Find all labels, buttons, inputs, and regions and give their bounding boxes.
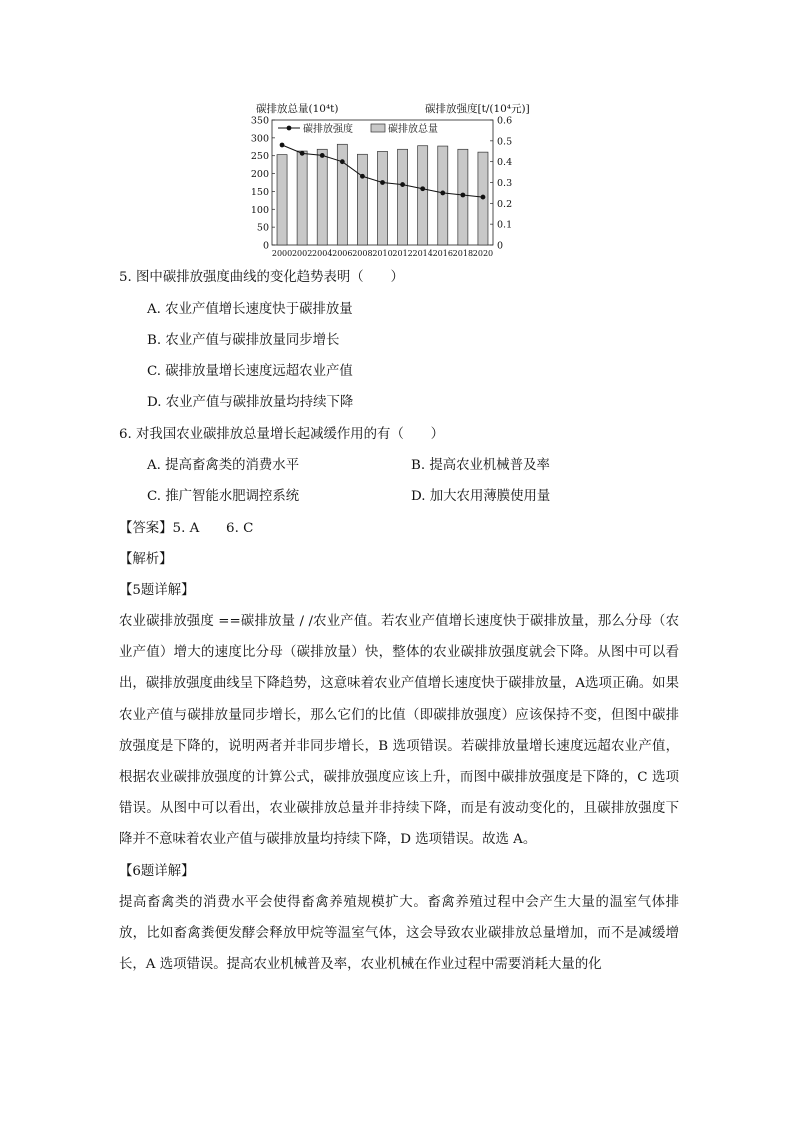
- legend-total-label: 碳排放总量: [388, 124, 438, 135]
- left-tick-label: 350: [250, 115, 269, 127]
- left-axis-label: 碳排放总量(10⁴t): [256, 103, 339, 115]
- x-tick-label: 2012: [392, 249, 413, 258]
- emission-total-bar: [317, 149, 327, 245]
- x-tick-label: 2020: [472, 249, 494, 258]
- question-6: 6. 对我国农业碳排放总量增长起减缓作用的有（ ）: [119, 427, 445, 442]
- legend-intensity-label: 碳排放强度: [303, 124, 353, 135]
- emission-intensity-point: [380, 180, 385, 185]
- q6-option-d: D. 加大农用薄膜使用量: [411, 489, 551, 504]
- x-tick-label: 2016: [432, 249, 453, 258]
- x-tick-label: 2010: [372, 249, 393, 258]
- emission-total-bar: [297, 151, 307, 245]
- legend-line-marker: [287, 126, 292, 131]
- emission-total-bar: [377, 151, 387, 245]
- q5-detail-text: 农业碳排放强度 ==碳排放量 / /农业产值。若农业产值增长速度快于碳排放量，那么分母（农业产值）增大的速度比分母（碳排放量）快，整体的农业碳排放强度就会下降。从图中可以看出，碳排放强度曲线呈下降趋势，这意味着农业产值增长速度快于碳排放量，A选项正确。如果农业产值与碳排放量同步增长，那么它们的比值（即碳排放强度）应该保持不变，但图中碳排放强度是下降的，说明两者并非同步增长，B 选项错误。若碳排放量增长速度远超农业产值，根据农业碳排放强度的计算公式，碳排放强度应该上升，而图中碳排放强度是下降的，C 选项错误。从图中可以看出，农业碳排放总量并非持续下降，而是有波动变化的，且碳排放强度下降并不意味着农业产值与碳排放量均持续下降，D 选项错误。故选 A。: [119, 614, 679, 848]
- q5-detail-heading: 【5题详解】: [119, 583, 195, 598]
- emission-intensity-point: [400, 182, 405, 187]
- emission-intensity-point: [300, 151, 305, 156]
- x-tick-label: 2002: [291, 249, 313, 258]
- right-axis-label: 碳排放强度[t/(10⁴元)]: [425, 103, 530, 115]
- x-tick-label: 2000: [271, 249, 293, 258]
- q6-option-a: A. 提高畜禽类的消费水平: [147, 458, 300, 473]
- emission-intensity-point: [440, 191, 445, 196]
- q5-option-b: B. 农业产值与碳排放量同步增长: [147, 333, 340, 348]
- q5-option-a: A. 农业产值增长速度快于碳排放量: [147, 302, 353, 317]
- x-tick-label: 2018: [452, 249, 474, 258]
- emission-total-bar: [398, 149, 408, 245]
- q5-option-c: C. 碳排放量增长速度远超农业产值: [147, 364, 353, 379]
- emission-total-bar: [357, 154, 367, 245]
- right-tick-label: 0: [497, 240, 504, 252]
- emission-intensity-point: [340, 159, 345, 164]
- chart-svg: [248, 98, 548, 260]
- answer-line: 【答案】5. A 6. C: [119, 521, 254, 536]
- emission-intensity-point: [320, 153, 325, 158]
- right-tick-label: 0.6: [497, 115, 513, 127]
- x-tick-label: 2006: [332, 249, 353, 258]
- right-tick-label: 0.1: [497, 219, 513, 231]
- q6-option-c: C. 推广智能水肥调控系统: [147, 489, 300, 504]
- carbon-emission-chart: [248, 98, 548, 260]
- analysis-heading: 【解析】: [119, 552, 173, 567]
- q5-option-d: D. 农业产值与碳排放量均持续下降: [147, 395, 354, 410]
- q6-option-b: B. 提高农业机械普及率: [411, 458, 550, 473]
- emission-intensity-point: [420, 186, 425, 191]
- left-tick-label: 150: [250, 186, 269, 198]
- x-tick-label: 2008: [352, 249, 373, 258]
- emission-intensity-point: [481, 195, 486, 200]
- question-5: 5. 图中碳排放强度曲线的变化趋势表明（ ）: [119, 270, 404, 285]
- q6-detail-heading: 【6题详解】: [119, 864, 195, 879]
- right-tick-label: 0.3: [497, 178, 513, 189]
- emission-intensity-point: [280, 143, 285, 148]
- emission-total-bar: [418, 146, 428, 245]
- emission-total-bar: [438, 146, 448, 245]
- right-tick-label: 0.4: [497, 157, 513, 169]
- x-tick-label: 2014: [412, 249, 433, 258]
- left-tick-label: 300: [250, 133, 269, 145]
- q6-detail-text: 提高畜禽类的消费水平会使得畜禽养殖规模扩大。畜禽养殖过程中会产生大量的温室气体排放，比如畜禽粪便发酵会释放甲烷等温室气体，这会导致农业碳排放总量增加，而不是减缓增长，A 选项错误。提高农业机械普及率，农业机械在作业过程中需要消耗大量的化: [119, 895, 679, 973]
- right-tick-label: 0.2: [497, 198, 513, 210]
- left-tick-label: 200: [250, 169, 269, 181]
- emission-total-bar: [277, 155, 287, 245]
- left-tick-label: 100: [250, 204, 269, 216]
- left-tick-label: 0: [262, 240, 269, 252]
- right-tick-label: 0.5: [497, 136, 513, 148]
- left-tick-label: 50: [256, 222, 269, 234]
- legend-bar-swatch: [371, 124, 385, 132]
- emission-intensity-point: [360, 174, 365, 179]
- left-tick-label: 250: [250, 151, 269, 163]
- x-tick-label: 2004: [312, 249, 333, 258]
- emission-intensity-point: [460, 193, 465, 198]
